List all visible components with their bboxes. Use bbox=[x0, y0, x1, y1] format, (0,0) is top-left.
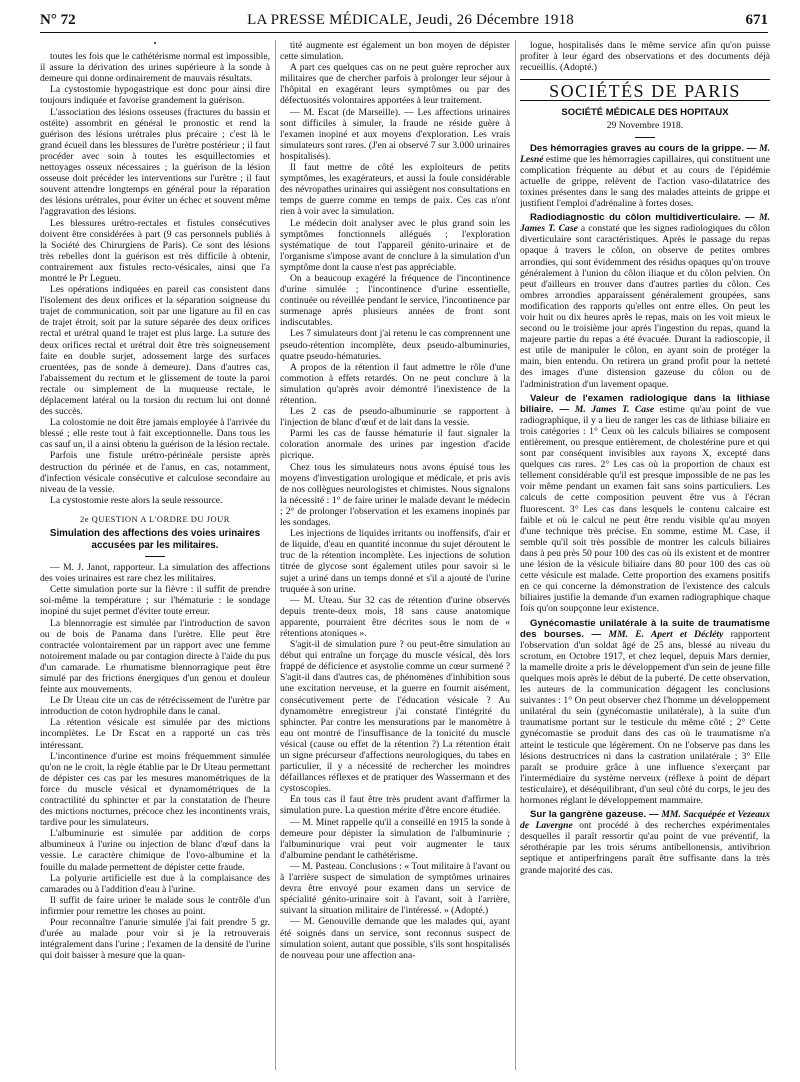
item-text: estime que les hémorragies capillaires, qui constituent une complication fréquente au début et au cours de l'épidémie actuelle de grippe, relèvent de l'action vaso-dilatatrice des toxines présentes dans le sang des malades atteints de grippe et justifient l'emploi d'adrénaline à fortes doses. bbox=[520, 153, 770, 210]
journal-title: LA PRESSE MÉDICALE, Jeudi, 26 Décembre 1918 bbox=[247, 11, 574, 28]
paragraph: tité augmente est également un bon moyen de dépister cette simulation. bbox=[280, 40, 510, 63]
paragraph: La cystostomie reste alors la seule ressource. bbox=[50, 494, 223, 506]
paragraph: La cystostomie hypogastrique est donc pour ainsi dire toujours indiquée et favorise grandement la guérison. bbox=[40, 84, 270, 107]
paragraph: Il suffit de faire uriner le malade sous le contrôle d'un infirmier pour remettre les choses au point. bbox=[40, 894, 270, 917]
paragraph: Le Dr Uteau cite un cas de rétrécissement de l'urètre par introduction de coton hydrophile dans le canal. bbox=[40, 695, 270, 718]
item-author: MM. Sacquépée et Vezeaux de Lavergne bbox=[520, 809, 770, 832]
paragraph: Les 7 simulateurs dont j'ai retenu le cas comprennent une pseudo-rétention incomplète, deux pseudo-albuminuries, quatre pseudo-hématuries. bbox=[280, 328, 510, 362]
paragraph: A part ces quelques cas on ne peut guère reprocher aux militaires que de chercher parfois à prolonger leur séjour à l'hôpital en exagérant leurs symptômes ou par des défectuosités volontaires apportées à leur traitement. bbox=[280, 62, 510, 107]
paragraph: L'incontinence d'urine est moins fréquemment simulée qu'on ne le croit, la règle établie par le Dr Uteau permettant de dépister ces cas par les mesures manométriques de la force du muscle vésical et dynamométriques de la contractilité du sphincter et par la constatation de l'heure des mictions nocturnes, précoce chez les incontinents vrais, tardive pour les simulateurs. bbox=[40, 750, 270, 829]
paragraph: La rétention vésicale est simulée par des mictions incomplètes. Le Dr Escat en a rapporté un cas très intéressant. bbox=[40, 717, 270, 751]
paragraph: Parfois une fistule urétro-périnéale persiste après destruction du périnée et de l'anus, en cas, notamment, d'infection vésicale consécutive et calculose secondaire au niveau de la vessie. bbox=[40, 450, 270, 495]
col1-paragraphs bbox=[40, 51, 270, 506]
item-title: Valeur de l'examen radiologique dans la lithiase biliaire. — bbox=[520, 392, 770, 415]
col1-paragraphs-2 bbox=[40, 562, 270, 961]
col2-paragraphs bbox=[280, 40, 510, 961]
item-text: estime qu'au point de vue radiographique, il y a lieu de ranger les cas de lithiase biliaire en trois catégories : 1° Ceux où les calculs biliaires se composent entièrement, ou presque entièrement, de cholestérine pure et qui sont par conséquent invisibles aux rayons X, excepté dans quelques cas rares. 2° Les cas où la proportion de chaux est tellement considérable qu'il est presque impossible de ne pas les voir même pendant un examen fait sans soins particuliers. Les calculs de cette composition peuvent être vus à l'écran fluorescent. 3° Les cas dans lesquels le contenu calcaire est faible et où le calcul ne peut être rendu visible qu'au moyen d'une technique très précise. En somme, estime M. Case, il semble qu'il soit très possible de montrer les calculs biliaires dans à peu près 50 pour 100 des cas où ils existent et de montrer une lésion de la vésicule biliaire dans 80 pour 100 des cas où cette vésicule est malade. Cette proportion des examens positifs en ce qui concerne la démonstration de l'existence des calculs biliaires justifie la demande d'un examen radiographique chaque fois qu'on soupçonne leur existence. bbox=[520, 403, 770, 615]
item-title: Sur la gangrène gazeuse. — bbox=[530, 809, 662, 821]
short-rule bbox=[145, 556, 165, 557]
column-3 bbox=[520, 40, 770, 1070]
paragraph: Le médecin doit analyser avec le plus grand soin les symptômes fonctionnels allégués ; l'exploration systématique de tout l'appareil génito-urinaire et de l'organisme s'impose avant de conclure à la simulation d'un symptôme dont la cause n'est pas appréciable. bbox=[280, 217, 510, 273]
column-divider bbox=[275, 40, 276, 1070]
paragraph: logue, hospitalisés dans le même service afin qu'on puisse profiter à leur égard des observations et des documents déjà recueillis. (Adopté.) bbox=[520, 40, 770, 74]
issue-number: N° 72 bbox=[40, 11, 76, 28]
paragraph: La colostomie ne doit être jamais employée à l'arrivée du blessé ; elle reste tout à fait exceptionnelle. Dans tous les cas sauf un, il a ainsi obtenu la guérison de la lésion rectale. bbox=[40, 417, 270, 451]
paragraph: — M. Pasteau. Conclusions : « Tout militaire à l'avant ou à l'arrière suspect de simulation de symptômes urinaires devra être envoyé pour examen dans un service de spécialité génito-urinaire soit à l'avant, soit à l'arrière, suivant la situation militaire de l'intéressé. » (Adopté.) bbox=[280, 860, 510, 917]
paragraph: Il faut mettre de côté les exploiteurs de petits symptômes, les exagérateurs, et aussi la foule considérable des névropathes urinaires qui assiègent nos consultations en temps de guerre comme en temps de paix. Ces cas n'ont rien à voir avec la simulation. bbox=[280, 162, 510, 218]
paragraph: — M. Genouville demande que les malades qui, ayant été soignés dans un service, sont reconnus suspect de simulation soient, autant que possible, s'ils sont hospitalisés de nouveau pour une affection ana- bbox=[280, 916, 510, 961]
society-items bbox=[520, 143, 770, 876]
society-name: SOCIÉTÉ MÉDICALE DES HOPITAUX bbox=[561, 107, 729, 119]
paragraph: S'agit-il de simulation pure ? ou peut-être simulation au début qui entraîne un forçage du muscle vésical, dès lors frappé de déficience et asystolie comme un cœur surmené ? S'agit-il dans d'autres cas, de phénomènes d'inhibition sous une excitation nerveuse, et la guerre en fournit aisément, consécutivement perte de l'éducation vésicale ? Au dynamomètre enregistreur j'ai constaté l'intégrité du sphincter. Par contre les mensurations par le manomètre à eau ont montré de l'insuffisance de la tonicité du muscle vésical (cause ou effet de la rétention ?) La rétention était un signe précurseur d'affections neurologiques, du tabes en particulier, il y a nécessité de rechercher les moindres défaillances réflexes et de pratiquer des Wassermann et des cystoscopies. bbox=[280, 639, 510, 795]
item-text: a constaté que les signes radiologiques du côlon diverticulaire sont caractéristiques. Après le passage du repas opaque à travers le côlon, on observe de petites ombres arrondies, qui sont évidemment des résidus opaques qu'on trouve généralement à l'union du côlon iliaque et du côlon pelvien. On peut d'ailleurs en trouver dans d'autres parties du côlon. Ces ombres arrondies apparaissent généralement groupées, sans modification des rapports qu'elles ont entre elles. On peut les voir huit ou dix heures après le repas, mais on les voit mieux le second ou le troisième jour après l'ingestion du repas, quand la majeure partie du repas a été évacuée. Durant la radioscopie, il est utile de manipuler le côlon, en ayant soin de protéger la main, bien entendu. On retirera un grand profit pour la netteté des images d'une distension gazeuse du côlon ou de l'administration d'un lavement opaque. bbox=[520, 223, 770, 390]
paragraph: toutes les fois que le cathétérisme normal est impossible, il assure la dérivation des urines supérieure à la sonde à demeure qui donne ordinairement de mauvais résultats. bbox=[40, 51, 270, 85]
column-1 bbox=[40, 40, 270, 1070]
societies-title: SOCIÉTÉS DE PARIS bbox=[520, 79, 770, 101]
item-text: rapportent l'observation d'un soldat âgé de 25 ans, blessé au niveau du scrotum, en Octobre 1917, et chez lequel, depuis Mars dernier, la mamelle droite a pris le développement d'un sein de jeune fille quelques mois après le début de la puberté. De cette observation, les auteurs de la communication dégagent les conclusions suivantes : 1° On peut observer chez l'homme un développement unilatéral du sein (gynécomastie unilatérale), à la suite d'un traumatisme portant sur le testicule du même côté ; 2° Cette gynécomastie se produit dans des cas où le traumatisme n'a atteint le testicule que légèrement. On ne l'observe pas dans les lésions destructrices ni dans la castration unilatérale ; 3° Elle paraît se produire grâce à une influence s'exerçant par l'intermédiaire du système nerveux (réflexe à point de départ testiculaire), et déséquilibrant, d'un seul côté du corps, le jeu des hormones réglant le développement mammaire. bbox=[520, 628, 770, 806]
paragraph: La blennorragie est simulée par l'introduction de savon ou de bois de Panama dans l'urètre. Elle peut être contractée volontairement par un rapport avec une femme notoirement malade ou par contagion directe à l'aide du pus d'un camarade. Le rhumatisme blennorragique peut être simulé par des frictions énergiques d'un genou et douleur feinte aux mouvements. bbox=[40, 617, 270, 696]
paragraph: L'association des lésions osseuses (fractures du bassin et ostéite) assombrit en général le pronostic et rend la guérison des lésions urétrales plus précaire ; c'est là le grand écueil dans les blessures de l'urètre postérieur ; il faut procéder avec soin à toutes les esquillectomies et nettoyages osseux nécessaires ; la guérison de la lésion osseuse doit précéder les interventions sur l'urètre ; il faut souvent attendre longtemps en général pour la réparation des lésions urétrales, pour éviter un échec et souvent même l'aggravation des lésions. bbox=[40, 106, 270, 218]
society-item bbox=[520, 143, 770, 210]
decorative-dot: • bbox=[153, 40, 157, 48]
paragraph: — M. Escat (de Marseille). — Les affections urinaires sont difficiles à simuler, la fraude ne réside guère à l'examen inopiné et aux moyens d'exploration. Les vrais simulateurs sont rares. (J'en ai observé 7 sur 3.000 urinaires hospitalisés). bbox=[280, 106, 510, 162]
item-author: MM. E. Apert et Décléty bbox=[608, 628, 724, 640]
paragraph: On a beaucoup exagéré la fréquence de l'incontinence d'urine simulée ; l'incontinence d'urine essentielle, continuée ou réveillée pendant le service, l'incontinence par surmenage après plusieurs années de front sont indiscutables. bbox=[280, 272, 510, 329]
col3-paragraphs bbox=[520, 40, 770, 73]
item-title: Gynécomastie unilatérale à la suite de traumatisme des bourses. — bbox=[520, 617, 770, 640]
society-item bbox=[520, 212, 770, 390]
society-item bbox=[520, 618, 770, 807]
paragraph: A propos de la rétention il faut admettre le rôle d'une commotion à effets retardés. On ne peut conclure à la simulation qu'après avoir démontré l'inexistence de la rétention. bbox=[280, 361, 510, 406]
item-author: M. James T. Case bbox=[574, 403, 655, 415]
item-author: M. James T. Case bbox=[520, 212, 770, 235]
paragraph: Les injections de liquides irritants ou inoffensifs, d'air et de liquide, d'eau en quantité inconnue du sujet déroutent le truc de la rétention incomplète. Les injections de solution titrée de glycose sont également utiles pour savoir si le sujet a uriné dans un temps donné et s'il a ajouté de l'urine truquée à son urine. bbox=[280, 528, 510, 595]
short-rule bbox=[635, 137, 655, 138]
paragraph: Parmi les cas de fausse hématurie il faut signaler la coloration anormale des urines par ingestion d'acide picrique. bbox=[280, 428, 510, 462]
society-date: 29 Novembre 1918. bbox=[606, 120, 684, 132]
item-author: M. Lesné bbox=[520, 142, 770, 165]
paragraph: La polyurie artificielle est due à la complaisance des camarades ou à l'addition d'eau à l'urine. bbox=[40, 872, 270, 895]
item-text: ont procédé à des recherches expérimentales desquelles il paraît ressortir qu'au point de vue préventif, la sérothérapie par les trois sérums antibellonensis, antivibrion septique et antiperfringens paraît être suffisante dans la très grande majorité des cas. bbox=[520, 820, 770, 876]
page-header bbox=[40, 8, 768, 33]
paragraph: — M. Uteau. Sur 32 cas de rétention d'urine observés depuis trente-deux mois, 18 sans cause anatomique apparente, pourraient être décrites sous le nom de « rétentions atoniques ». bbox=[280, 594, 510, 639]
paragraph: Les opérations indiquées en pareil cas consistent dans l'isolement des deux orifices et la séparation soigneuse du trajet de communication, soit par une ligature au fil en cas de trajet étroit, soit par la suture séparée des deux orifices rectal et urétral quand le trajet est plus large. La suture des deux orifices rectal et urétral doit être très soigneusement faite en double surjet, adossement large des surfaces cruentées, pas de sonde à demeure). Dans d'autres cas, l'abaissement du rectum et le glissement de toute la paroi rectale ou simplement de la muqueuse rectale, le déplacement latéral ou la torsion du rectum lui ont donné des succès. bbox=[40, 284, 270, 418]
item-title: Des hémorragies graves au cours de la grippe. — bbox=[530, 142, 760, 154]
paragraph: Les 2 cas de pseudo-albuminurie se rapportent à l'injection de blanc d'œuf et de lait dans la vessie. bbox=[280, 406, 510, 429]
paragraph: Les blessures urétro-rectales et fistules consécutives doivent être considérées à part (9 cas personnels publiés à la Société des Chirurgiens de Paris). Ce sont des lésions très rebelles dont la guérison est très difficile à obtenir, contrairement aux fistules recto-vésicales, ainsi que l'a montré le Pr Legueu. bbox=[40, 217, 270, 284]
society-item bbox=[520, 393, 770, 615]
paragraph: — M. J. Janot, rapporteur. La simulation des affections des voies urinaires est rare chez les militaires. bbox=[40, 562, 270, 585]
item-title: Radiodiagnostic du côlon multidiverticulaire. — bbox=[530, 212, 760, 224]
article-heading: Simulation des affections des voies urinaires accusées par les militaires. bbox=[49, 528, 261, 551]
paragraph: Pour reconnaître l'anurie simulée j'ai fait prendre 5 gr. d'urée au malade pour voir si je la retrouverais intégralement dans l'urine ; l'examen de la densité de l'urine qui doit baisser à mesure que la quan- bbox=[40, 917, 270, 962]
paragraph: L'albuminurie est simulée par addition de corps albumineux à l'urine ou injection de blanc d'œuf dans la vessie. Le caractère chimique de l'ovo-albumine et la fouille du malade permettent de dépister cette fraude. bbox=[40, 828, 270, 873]
section-label: 2e QUESTION A L'ORDRE DU JOUR bbox=[80, 513, 230, 524]
paragraph: Cette simulation porte sur la fièvre : il suffit de prendre soi-même la température ; sur l'hématurie : le sondage inopiné du sujet permet d'éviter toute erreur. bbox=[40, 584, 270, 618]
paragraph: Chez tous les simulateurs nous avons épuisé tous les moyens d'investigation urologique et médicale, et pris avis de nos collègues neurologistes et chimistes. Nous signalons la nécessité : 1° de faire uriner le malade devant le médecin ; 2° de prolonger l'observation et les examens inopinés par les sondages. bbox=[280, 461, 510, 529]
page-number: 671 bbox=[745, 11, 768, 28]
column-divider bbox=[515, 40, 516, 1070]
column-2 bbox=[280, 40, 510, 1070]
paragraph: En tous cas il faut être très prudent avant d'affirmer la simulation pure. La question mérite d'être encore étudiée. bbox=[280, 794, 510, 817]
society-item bbox=[520, 809, 770, 876]
paragraph: — M. Minet rappelle qu'il a conseillé en 1915 la sonde à demeure pour dépister la simulation de l'albuminurie ; l'albuminurique vrai peut voir augmenter le taux d'albumine pendant le cathétérisme. bbox=[280, 816, 510, 861]
